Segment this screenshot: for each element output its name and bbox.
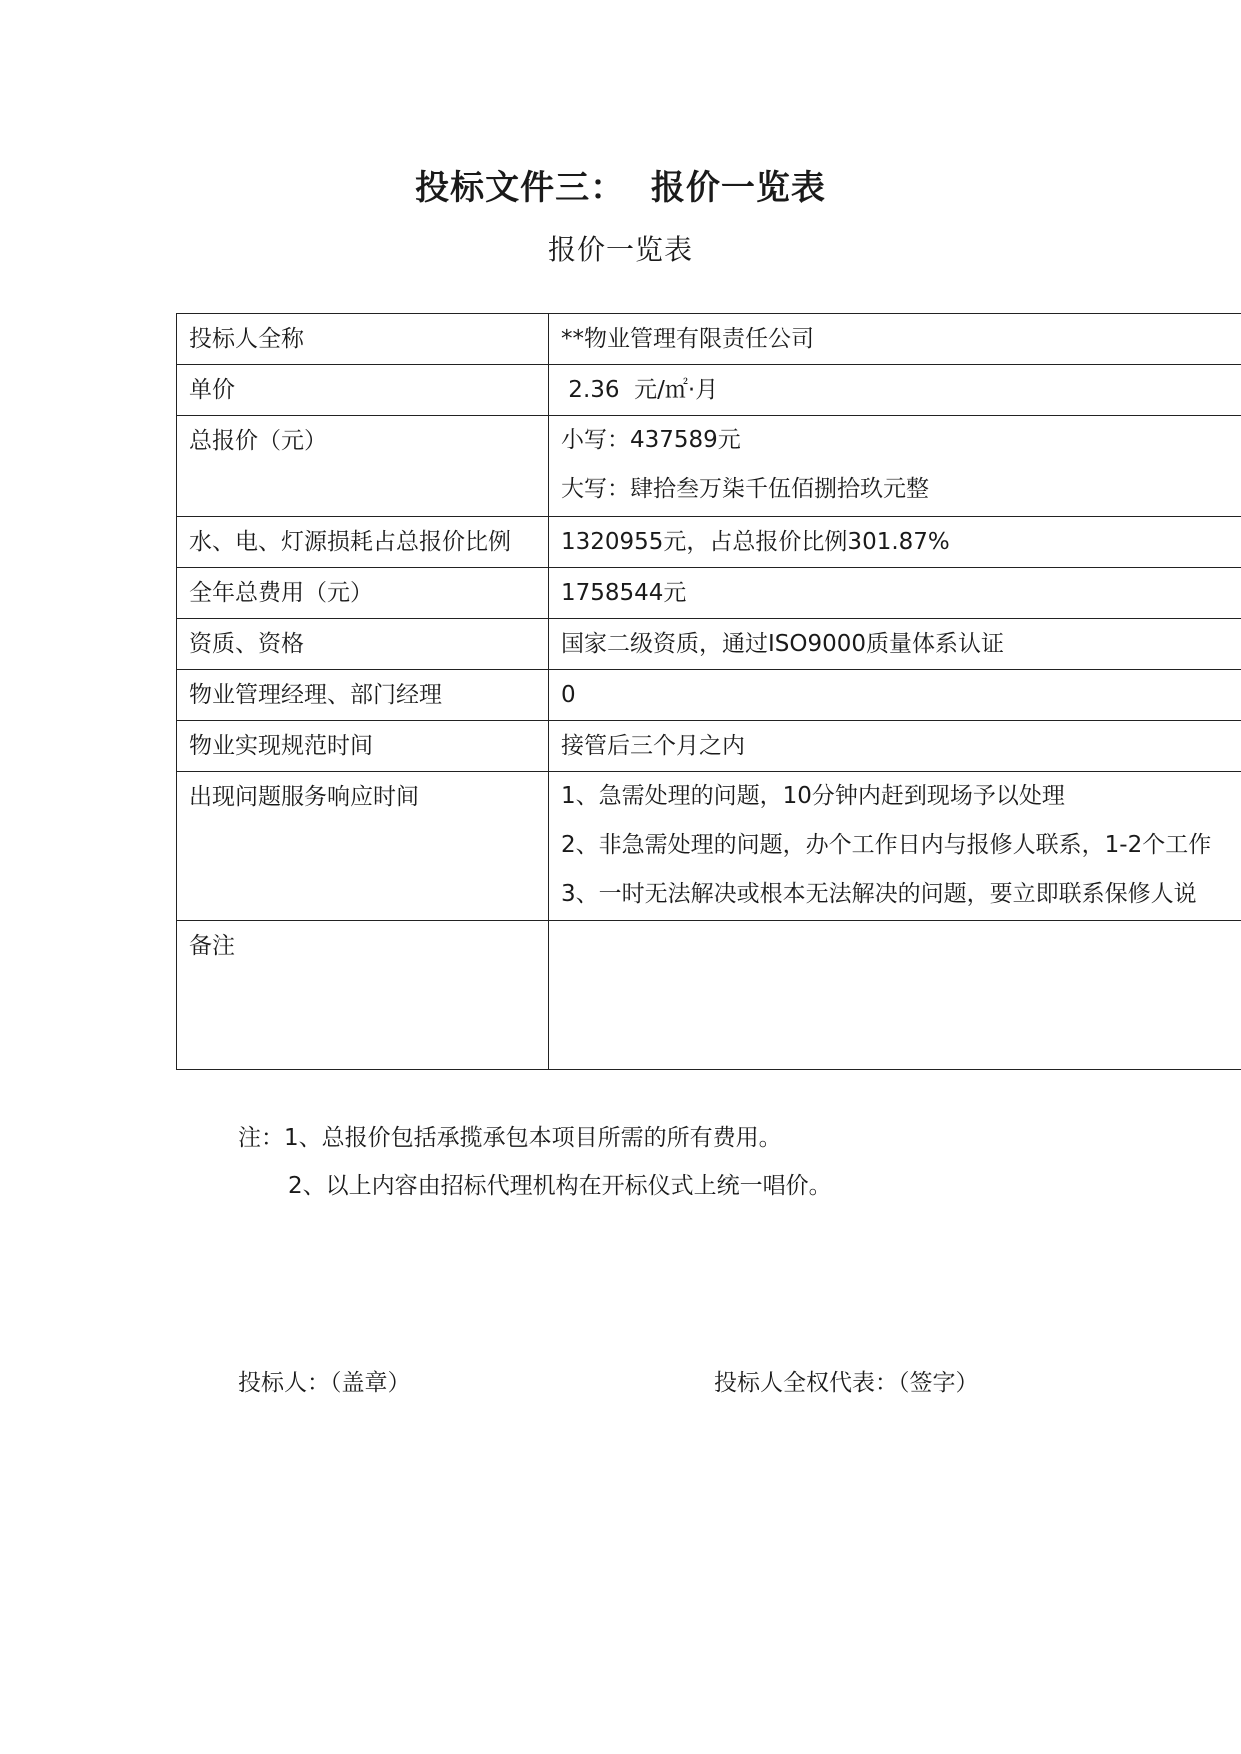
table-row-standardization-time [177,721,1241,772]
row-value: **物业管理有限责任公司 [549,314,1241,365]
row-label: 全年总费用（元） [177,568,549,619]
page-subtitle: 报价一览表 [547,233,693,266]
response-item-1: 1、急需处理的问题，10分钟内赶到现场予以处理 [561,783,1065,809]
total-price-uppercase: 大写：肆拾叁万柒千伍佰捌拾玖元整 [561,476,929,502]
row-label: 资质、资格 [177,619,549,670]
row-value [549,772,1241,921]
table-row-remarks [177,921,1241,1070]
row-value: 0 [549,670,1241,721]
row-label: 出现问题服务响应时间 [177,772,549,921]
row-label: 物业管理经理、部门经理 [177,670,549,721]
row-value: 1320955元，占总报价比例301.87% [549,517,1241,568]
table-row-response-time [177,772,1241,921]
table-row-annual-cost [177,568,1241,619]
row-label: 单价 [177,365,549,416]
row-value: 1758544元 [549,568,1241,619]
total-price-lowercase: 小写：437589元 [561,427,741,453]
table-row-total-price [177,416,1241,517]
response-item-2: 2、非急需处理的问题，办个工作日内与报修人联系，1-2个工作 [561,832,1212,858]
notes [238,1114,832,1210]
table-row-bidder-name [177,314,1241,365]
row-label: 水、电、灯源损耗占总报价比例 [177,517,549,568]
table-row-unit-price [177,365,1241,416]
row-value [549,416,1241,517]
table-row-managers [177,670,1241,721]
note-line-2: 2、以上内容由招标代理机构在开标仪式上统一唱价。 [288,1173,832,1199]
row-value: 2.36 元/㎡·月 [549,365,1241,416]
row-value [549,921,1241,1070]
bidder-seal-label: 投标人：（盖章） [238,1370,411,1396]
row-label: 备注 [177,921,549,1070]
page-title: 投标文件三： 报价一览表 [415,168,826,208]
quote-table [176,313,1241,1070]
row-label: 物业实现规范时间 [177,721,549,772]
note-line-1: 注：1、总报价包括承揽承包本项目所需的所有费用。 [238,1125,782,1151]
row-label: 总报价（元） [177,416,549,517]
response-item-3: 3、一时无法解决或根本无法解决的问题，要立即联系保修人说 [561,881,1197,907]
row-value: 国家二级资质，通过ISO9000质量体系认证 [549,619,1241,670]
representative-signature-label: 投标人全权代表：（签字） [714,1370,979,1396]
table-row-utility-ratio [177,517,1241,568]
row-value: 接管后三个月之内 [549,721,1241,772]
table-row-qualification [177,619,1241,670]
row-label: 投标人全称 [177,314,549,365]
